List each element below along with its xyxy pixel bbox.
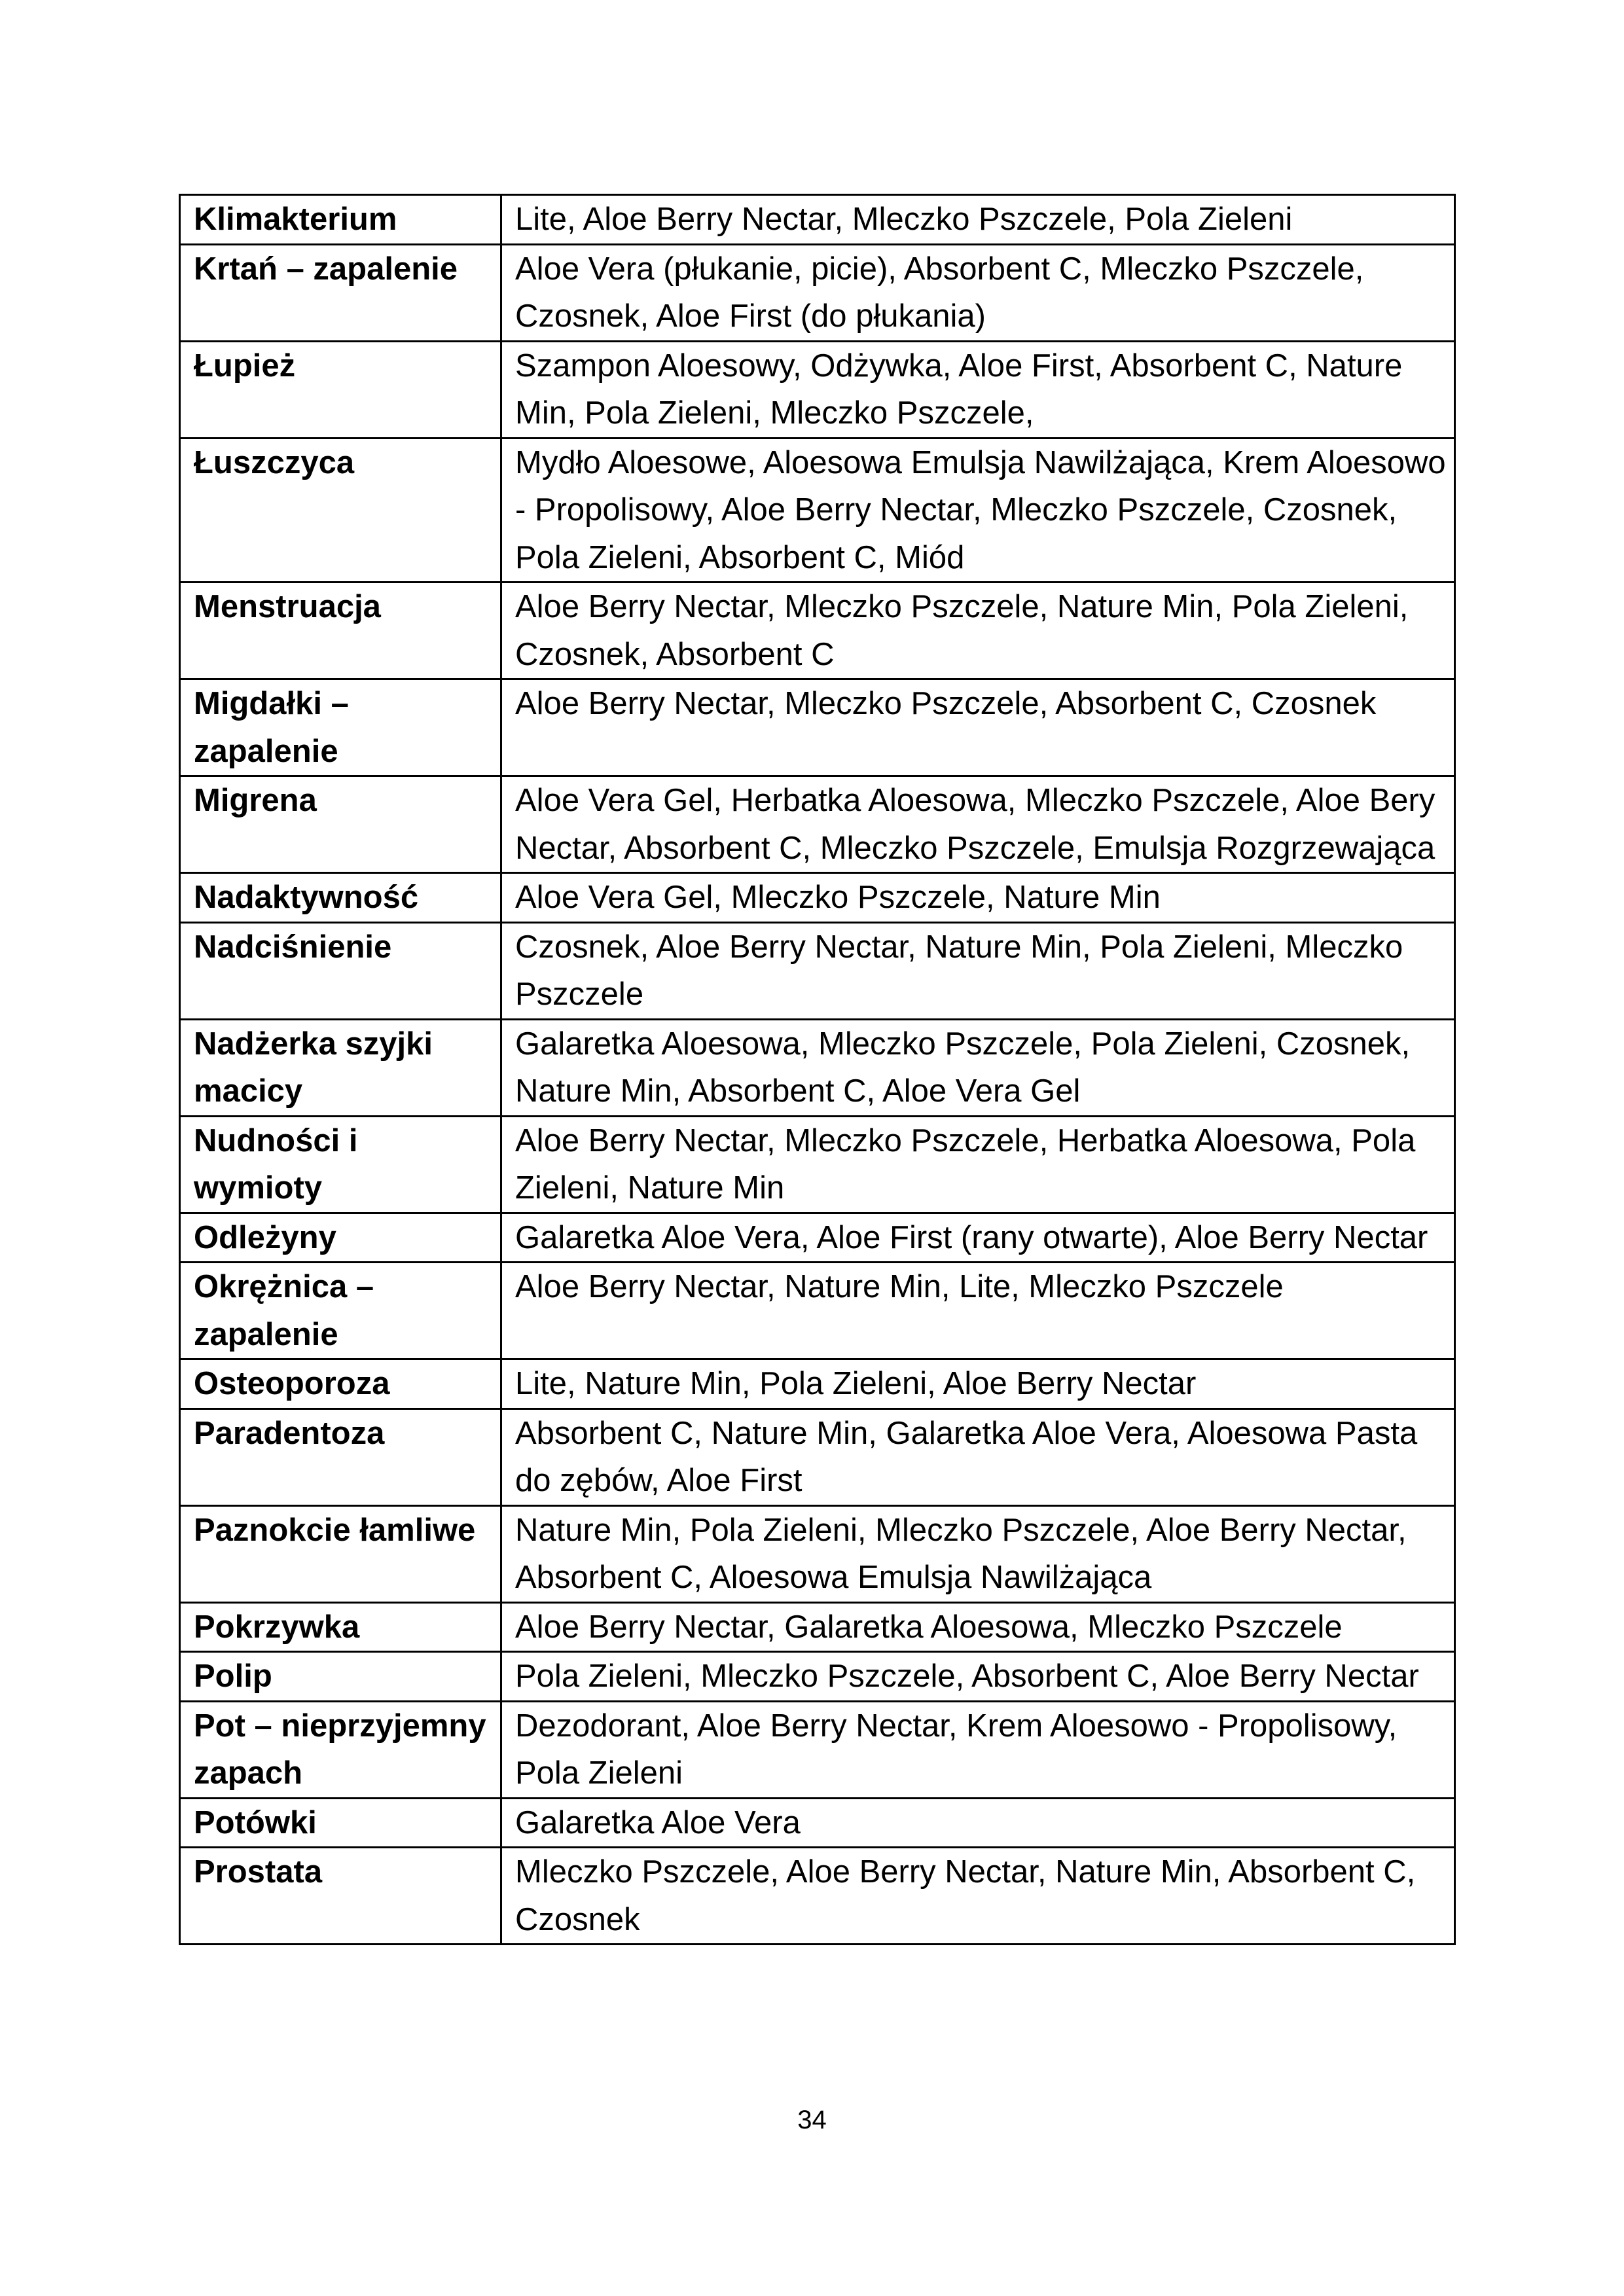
remedy-cell: Aloe Vera Gel, Herbatka Aloesowa, Mleczko Pszczele, Aloe Bery Nectar, Absorbent C, Mleczko Pszczele, Emulsja Rozgrzewająca xyxy=(501,776,1455,873)
remedy-cell: Galaretka Aloe Vera xyxy=(501,1798,1455,1848)
ailment-cell: Polip xyxy=(180,1652,501,1702)
table-row xyxy=(180,1019,1455,1116)
ailment-cell: Okrężnica – zapalenie xyxy=(180,1263,501,1359)
remedy-cell: Aloe Berry Nectar, Mleczko Pszczele, Absorbent C, Czosnek xyxy=(501,679,1455,776)
ailment-cell: Odleżyny xyxy=(180,1213,501,1263)
ailment-cell: Nadaktywność xyxy=(180,873,501,923)
remedy-cell: Dezodorant, Aloe Berry Nectar, Krem Aloesowo - Propolisowy, Pola Zieleni xyxy=(501,1701,1455,1798)
ailment-cell: Łuszczyca xyxy=(180,438,501,583)
ailment-cell: Prostata xyxy=(180,1848,501,1945)
remedy-cell: Lite, Nature Min, Pola Zieleni, Aloe Berry Nectar xyxy=(501,1359,1455,1409)
ailment-cell: Paznokcie łamliwe xyxy=(180,1505,501,1602)
ailment-cell: Paradentoza xyxy=(180,1408,501,1505)
table-row xyxy=(180,776,1455,873)
table-row xyxy=(180,1602,1455,1652)
table-row xyxy=(180,1798,1455,1848)
ailment-cell: Osteoporoza xyxy=(180,1359,501,1409)
table-row xyxy=(180,583,1455,679)
ailment-cell: Migrena xyxy=(180,776,501,873)
remedy-cell: Lite, Aloe Berry Nectar, Mleczko Pszczele, Pola Zieleni xyxy=(501,195,1455,245)
remedy-cell: Aloe Berry Nectar, Galaretka Aloesowa, Mleczko Pszczele xyxy=(501,1602,1455,1652)
remedy-cell: Nature Min, Pola Zieleni, Mleczko Pszczele, Aloe Berry Nectar, Absorbent C, Aloesowa Emulsja Nawilżająca xyxy=(501,1505,1455,1602)
remedy-cell: Aloe Vera (płukanie, picie), Absorbent C, Mleczko Pszczele, Czosnek, Aloe First (do płukania) xyxy=(501,244,1455,341)
remedy-cell: Galaretka Aloesowa, Mleczko Pszczele, Pola Zieleni, Czosnek, Nature Min, Absorbent C, Aloe Vera Gel xyxy=(501,1019,1455,1116)
table-row xyxy=(180,341,1455,438)
page-number: 34 xyxy=(797,2106,827,2134)
table-row xyxy=(180,195,1455,245)
remedy-cell: Pola Zieleni, Mleczko Pszczele, Absorbent C, Aloe Berry Nectar xyxy=(501,1652,1455,1702)
remedy-cell: Galaretka Aloe Vera, Aloe First (rany otwarte), Aloe Berry Nectar xyxy=(501,1213,1455,1263)
ailment-cell: Menstruacja xyxy=(180,583,501,679)
ailment-cell: Pot – nieprzyjemny zapach xyxy=(180,1701,501,1798)
table-row xyxy=(180,1652,1455,1702)
remedy-cell: Aloe Berry Nectar, Nature Min, Lite, Mleczko Pszczele xyxy=(501,1263,1455,1359)
ailment-cell: Pokrzywka xyxy=(180,1602,501,1652)
remedy-cell: Mleczko Pszczele, Aloe Berry Nectar, Nature Min, Absorbent C, Czosnek xyxy=(501,1848,1455,1945)
ailment-cell: Potówki xyxy=(180,1798,501,1848)
remedy-cell: Mydło Aloesowe, Aloesowa Emulsja Nawilżająca, Krem Aloesowo - Propolisowy, Aloe Berry Nectar, Mleczko Pszczele, Czosnek, Pola Zieleni, Absorbent C, Miód xyxy=(501,438,1455,583)
table-row xyxy=(180,1848,1455,1945)
ailment-cell: Nadciśnienie xyxy=(180,922,501,1019)
table-row xyxy=(180,1213,1455,1263)
table-row xyxy=(180,922,1455,1019)
ailment-cell: Klimakterium xyxy=(180,195,501,245)
table-row xyxy=(180,679,1455,776)
table-row xyxy=(180,1408,1455,1505)
ailment-cell: Migdałki – zapalenie xyxy=(180,679,501,776)
table-row xyxy=(180,244,1455,341)
remedy-cell: Absorbent C, Nature Min, Galaretka Aloe Vera, Aloesowa Pasta do zębów, Aloe First xyxy=(501,1408,1455,1505)
table-row xyxy=(180,873,1455,923)
remedy-cell: Aloe Berry Nectar, Mleczko Pszczele, Nature Min, Pola Zieleni, Czosnek, Absorbent C xyxy=(501,583,1455,679)
ailment-cell: Łupież xyxy=(180,341,501,438)
table-row xyxy=(180,438,1455,583)
table-row xyxy=(180,1359,1455,1409)
ailment-cell: Nudności i wymioty xyxy=(180,1116,501,1213)
remedy-cell: Szampon Aloesowy, Odżywka, Aloe First, Absorbent C, Nature Min, Pola Zieleni, Mleczko Pszczele, xyxy=(501,341,1455,438)
table-row xyxy=(180,1263,1455,1359)
remedy-cell: Aloe Vera Gel, Mleczko Pszczele, Nature Min xyxy=(501,873,1455,923)
table-row xyxy=(180,1701,1455,1798)
table-row xyxy=(180,1505,1455,1602)
remedy-cell: Aloe Berry Nectar, Mleczko Pszczele, Herbatka Aloesowa, Pola Zieleni, Nature Min xyxy=(501,1116,1455,1213)
remedy-cell: Czosnek, Aloe Berry Nectar, Nature Min, Pola Zieleni, Mleczko Pszczele xyxy=(501,922,1455,1019)
remedies-table-body xyxy=(180,195,1455,1945)
ailment-cell: Nadżerka szyjki macicy xyxy=(180,1019,501,1116)
remedies-table xyxy=(179,194,1456,1945)
ailment-cell: Krtań – zapalenie xyxy=(180,244,501,341)
table-row xyxy=(180,1116,1455,1213)
